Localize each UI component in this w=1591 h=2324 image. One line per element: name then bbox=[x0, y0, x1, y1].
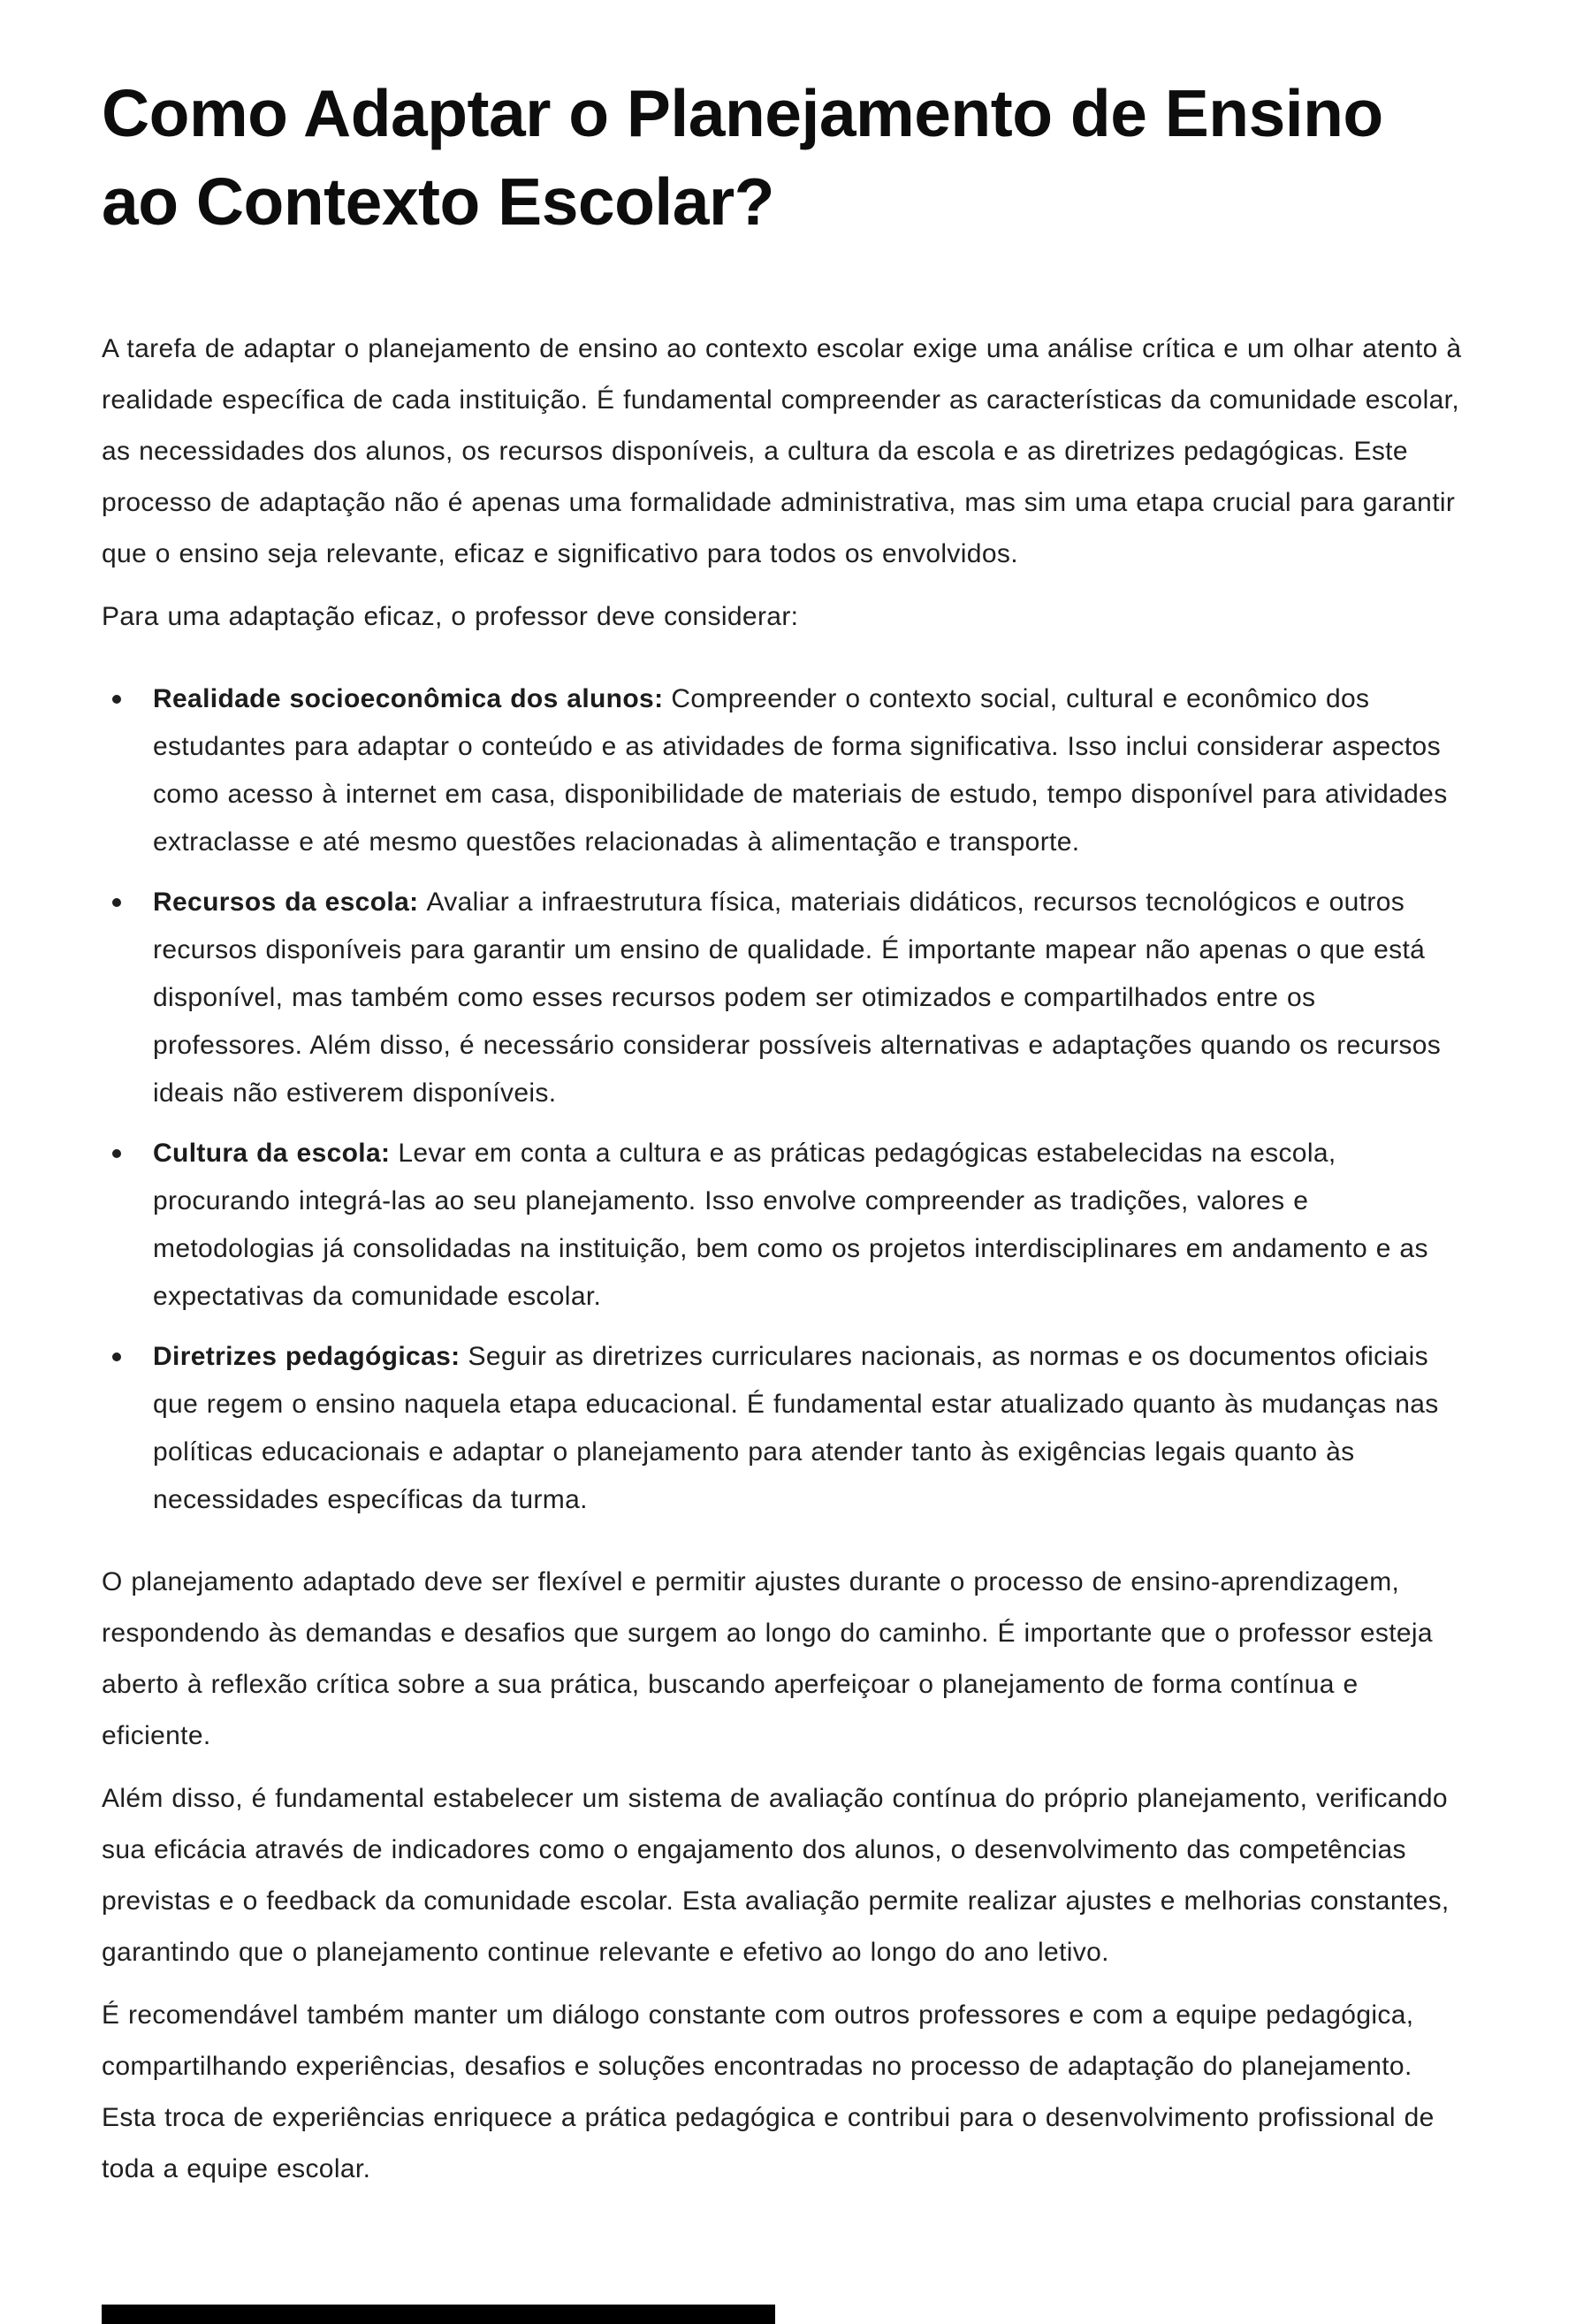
list-intro-paragraph: Para uma adaptação eficaz, o professor deve considerar: bbox=[102, 602, 799, 631]
list-item bbox=[102, 1333, 1467, 1524]
list-item-label: Cultura da escola: bbox=[153, 1139, 391, 1168]
bullet-icon bbox=[112, 898, 121, 907]
closing-paragraph: É recomendável também manter um diálogo constante com outros professores e com a equipe pedagógica, compartilhando experiências, desafios e soluções encontradas no processo de adaptação do planejamento. Esta troca de experiências enriquece a prática pedagógica e contribui para o desenvolvimento profissional de toda a equipe escolar. bbox=[102, 2000, 1435, 2183]
list-item-text: Seguir as diretrizes curriculares nacionais, as normas e os documentos oficiais que regem o ensino naquela etapa educacional. É fundamental estar atualizado quanto às mudanças nas políticas educacionais e adaptar o planejamento para atender tanto às exigências legais quanto às necessidades específicas da turma. bbox=[153, 1342, 1439, 1514]
list-item-text: Levar em conta a cultura e as práticas pedagógicas estabelecidas na escola, procurando integrá-las ao seu planejamento. Isso envolve compreender as tradições, valores e metodologias já consolidadas na instituição, bem como os projetos interdisciplinares em andamento e as expectativas da comunidade escolar. bbox=[153, 1139, 1428, 1311]
page-title: Como Adaptar o Planejamento de Ensino ao Contexto Escolar? bbox=[102, 76, 1383, 239]
list-item-label: Realidade socioeconômica dos alunos: bbox=[153, 684, 664, 713]
list-item-label: Recursos da escola: bbox=[153, 888, 419, 917]
bullet-icon bbox=[112, 1149, 121, 1158]
article-content bbox=[102, 0, 1467, 2206]
list-item-text: Compreender o contexto social, cultural e econômico dos estudantes para adaptar o conteúdo e as atividades de forma significativa. Isso inclui considerar aspectos como acesso à internet em casa, disponibilidade de materiais de estudo, tempo disponível para atividades extraclasse e até mesmo questões relacionadas à alimentação e transporte. bbox=[153, 684, 1448, 857]
list-item bbox=[102, 1130, 1467, 1321]
closing-paragraph: O planejamento adaptado deve ser flexível e permitir ajustes durante o processo de ensino-aprendizagem, respondendo às demandas e desafios que surgem ao longo do caminho. É importante que o professor esteja aberto à reflexão crítica sobre a sua prática, buscando aperfeiçoar o planejamento de forma contínua e eficiente. bbox=[102, 1567, 1433, 1750]
considerations-list bbox=[102, 675, 1467, 1524]
bullet-icon bbox=[112, 1352, 121, 1361]
list-item-text: Avaliar a infraestrutura física, materiais didáticos, recursos tecnológicos e outros recursos disponíveis para garantir um ensino de qualidade. É importante mapear não apenas o que está disponível, mas também como esses recursos podem ser otimizados e compartilhados entre os professores. Além disso, é necessário considerar possíveis alternativas e adaptações quando os recursos ideais não estiverem disponíveis. bbox=[153, 888, 1442, 1108]
clipped-next-heading-bar bbox=[102, 2305, 775, 2324]
intro-paragraph: A tarefa de adaptar o planejamento de ensino ao contexto escolar exige uma análise crítica e um olhar atento à realidade específica de cada instituição. É fundamental compreender as características da comunidade escolar, as necessidades dos alunos, os recursos disponíveis, a cultura da escola e as diretrizes pedagógicas. Este processo de adaptação não é apenas uma formalidade administrativa, mas sim uma etapa crucial para garantir que o ensino seja relevante, eficaz e significativo para todos os envolvidos. bbox=[102, 334, 1462, 568]
list-item bbox=[102, 675, 1467, 866]
list-item-label: Diretrizes pedagógicas: bbox=[153, 1342, 461, 1371]
closing-paragraph: Além disso, é fundamental estabelecer um sistema de avaliação contínua do próprio planejamento, verificando sua eficácia através de indicadores como o engajamento dos alunos, o desenvolvimento das competências previstas e o feedback da comunidade escolar. Esta avaliação permite realizar ajustes e melhorias constantes, garantindo que o planejamento continue relevante e efetivo ao longo do ano letivo. bbox=[102, 1784, 1450, 1967]
list-item bbox=[102, 879, 1467, 1117]
bullet-icon bbox=[112, 695, 121, 704]
